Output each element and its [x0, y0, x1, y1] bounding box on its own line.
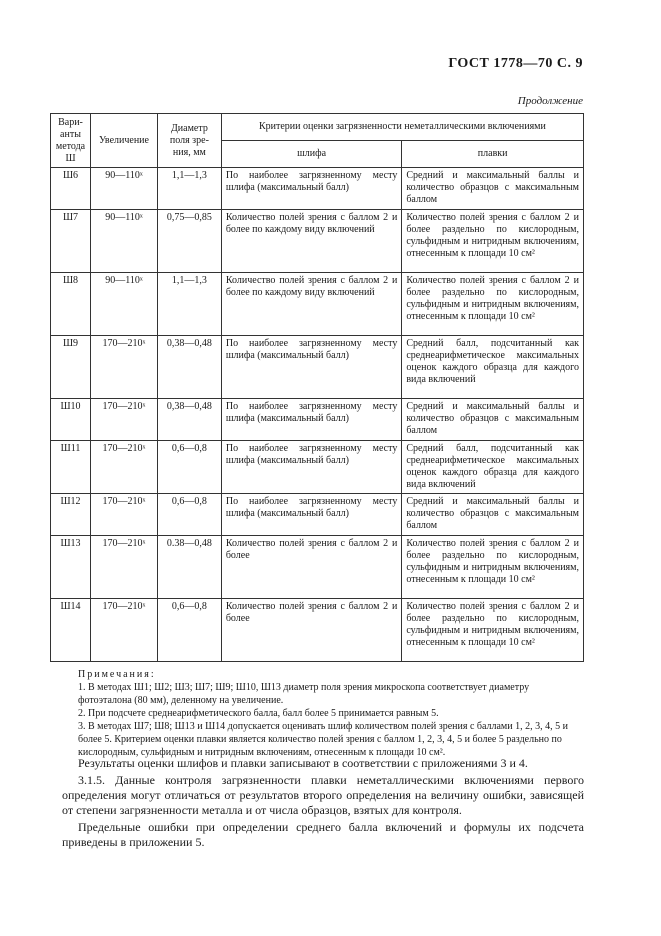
row-diameter: 0.38—0,48: [157, 536, 221, 599]
row-melt-criteria: Средний и максимальный баллы и количество образцов с максимальным баллом: [402, 168, 584, 210]
row-method: Ш9: [51, 336, 91, 399]
row-method: Ш10: [51, 399, 91, 441]
row-magnification: 170—210ˣ: [90, 441, 157, 494]
header-criteria: Критерии оценки загрязненности неметаллическими включениями: [221, 114, 583, 141]
row-section-criteria: По наиболее загрязненному месту шлифа (максимальный балл): [221, 441, 401, 494]
row-section-criteria: Количество полей зрения с баллом 2 и более: [221, 599, 401, 662]
row-diameter: 0,6—0,8: [157, 599, 221, 662]
row-diameter: 1,1—1,3: [157, 168, 221, 210]
table-row: [51, 273, 584, 336]
header-melt: плавки: [402, 141, 584, 168]
note-1: 1. В методах Ш1; Ш2; Ш3; Ш7; Ш9; Ш10, Ш13 диаметр поля зрения микроскопа соответствует диаметру фотоэталона (80 мм), деленному на увеличение.: [78, 682, 530, 706]
page-header: ГОСТ 1778—70 С. 9: [448, 56, 583, 71]
row-melt-criteria: Количество полей зрения с баллом 2 и более раздельно по кислородным, сульфидным и нитридным включениям, отнесенным к площади 10 см²: [402, 536, 584, 599]
row-magnification: 170—210ˣ: [90, 336, 157, 399]
table-row: [51, 441, 584, 494]
row-melt-criteria: Средний и максимальный баллы и количество образцов с максимальным баллом: [402, 494, 584, 536]
row-method: Ш12: [51, 494, 91, 536]
header-magnification: Увеличение: [90, 114, 157, 168]
row-melt-criteria: Количество полей зрения с баллом 2 и более раздельно по кислородным, сульфидным и нитридным включениям, отнесенным к площади 10 см²: [402, 599, 584, 662]
row-melt-criteria: Количество полей зрения с баллом 2 и более раздельно по кислородным, сульфидным и нитридным включениям, отнесенным к площади 10 см²: [402, 273, 584, 336]
row-magnification: 170—210ˣ: [90, 399, 157, 441]
row-method: Ш8: [51, 273, 91, 336]
header-section: шлифа: [221, 141, 401, 168]
row-melt-criteria: Средний и максимальный баллы и количество образцов с максимальным баллом: [402, 399, 584, 441]
paragraph-results: Результаты оценки шлифов и плавки записывают в соответствии с приложениями 3 и 4.: [78, 756, 528, 770]
row-section-criteria: По наиболее загрязненному месту шлифа (максимальный балл): [221, 399, 401, 441]
row-melt-criteria: Средний балл, подсчитанный как среднеарифметическое максимальных оценок каждого образца для каждого вида включений: [402, 336, 584, 399]
note-2: 2. При подсчете среднеарифметического балла, балл более 5 принимается равным 5.: [78, 708, 439, 719]
row-section-criteria: Количество полей зрения с баллом 2 и более: [221, 536, 401, 599]
row-section-criteria: Количество полей зрения с баллом 2 и более по каждому виду включений: [221, 273, 401, 336]
row-section-criteria: По наиболее загрязненному месту шлифа (максимальный балл): [221, 336, 401, 399]
table-row: [51, 168, 584, 210]
continuation-label: Продолжение: [517, 95, 583, 107]
table-row: [51, 399, 584, 441]
row-diameter: 0,38—0,48: [157, 399, 221, 441]
table-row: [51, 536, 584, 599]
header-method: Вари-анты метода Ш: [51, 114, 91, 168]
notes: [78, 668, 584, 759]
row-magnification: 170—210ˣ: [90, 536, 157, 599]
table-row: [51, 336, 584, 399]
row-magnification: 170—210ˣ: [90, 494, 157, 536]
row-method: Ш14: [51, 599, 91, 662]
row-melt-criteria: Средний балл, подсчитанный как среднеарифметическое максимальных оценок каждого образца для каждого вида включений: [402, 441, 584, 494]
table-row: [51, 494, 584, 536]
row-method: Ш7: [51, 210, 91, 273]
row-method: Ш6: [51, 168, 91, 210]
row-diameter: 0,6—0,8: [157, 494, 221, 536]
row-magnification: 170—210ˣ: [90, 599, 157, 662]
table-row: [51, 599, 584, 662]
paragraph-3-1-5: 3.1.5. Данные контроля загрязненности плавки неметаллическими включениями первого определения могут отличаться от результатов второго определения на величину ошибки, зависящей от степени загрязненности металла и от числа образцов, взятых для контроля.: [62, 773, 584, 817]
note-3: 3. В методах Ш7; Ш8; Ш13 и Ш14 допускается оценивать шлиф количеством полей зрения с баллами 1, 2, 3, 4, 5 и более 5. Критерием оценки плавки является количество полей зрения с баллом 1, 2, 3, 4, 5 и более 5 раздельно по кислородным, сульфидным и нитридным включениям, отнесенным к площади 10 см².: [78, 721, 568, 758]
row-diameter: 0,38—0,48: [157, 336, 221, 399]
row-magnification: 90—110ˣ: [90, 273, 157, 336]
row-method: Ш13: [51, 536, 91, 599]
table-body: [51, 168, 584, 662]
row-section-criteria: По наиболее загрязненному месту шлифа (максимальный балл): [221, 168, 401, 210]
row-section-criteria: По наиболее загрязненному месту шлифа (максимальный балл): [221, 494, 401, 536]
header-diameter: Диаметр поля зре-ния, мм: [157, 114, 221, 168]
row-diameter: 0,75—0,85: [157, 210, 221, 273]
row-magnification: 90—110ˣ: [90, 210, 157, 273]
row-diameter: 1,1—1,3: [157, 273, 221, 336]
body-text: [62, 756, 584, 852]
row-method: Ш11: [51, 441, 91, 494]
row-melt-criteria: Количество полей зрения с баллом 2 и более раздельно по кислородным, сульфидным и нитридным включениям, отнесенным к площади 10 см²: [402, 210, 584, 273]
row-diameter: 0,6—0,8: [157, 441, 221, 494]
criteria-table: [50, 113, 584, 662]
row-magnification: 90—110ˣ: [90, 168, 157, 210]
table-row: [51, 210, 584, 273]
paragraph-errors: Предельные ошибки при определении среднего балла включений и формулы их подсчета приведены в приложении 5.: [62, 820, 584, 849]
row-section-criteria: Количество полей зрения с баллом 2 и более по каждому виду включений: [221, 210, 401, 273]
notes-title: Примечания:: [78, 669, 156, 680]
